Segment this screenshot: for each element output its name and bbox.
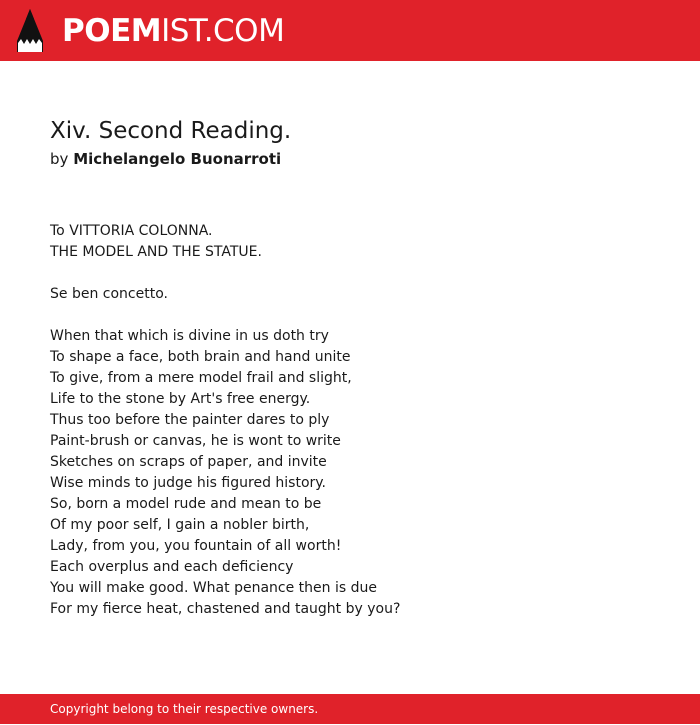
poem-line: Se ben concetto. <box>50 286 168 302</box>
poem-line: To VITTORIA COLONNA. <box>50 223 213 239</box>
poem-line: When that which is divine in us doth try <box>50 328 329 344</box>
poem-line: To shape a face, both brain and hand unite <box>50 349 351 365</box>
byline-prefix: by <box>50 150 69 168</box>
byline <box>50 148 670 170</box>
pencil-logo-icon[interactable] <box>17 9 43 52</box>
poem-line: For my fierce heat, chastened and taught by you? <box>50 601 401 617</box>
poem-line: So, born a model rude and mean to be <box>50 496 322 512</box>
site-header <box>0 0 700 61</box>
poem-line: Sketches on scraps of paper, and invite <box>50 454 327 470</box>
logo-text-light: IST.COM <box>161 13 285 49</box>
poem-line: Paint-brush or canvas, he is wont to write <box>50 433 341 449</box>
copyright-text: Copyright belong to their respective owners. <box>50 702 319 716</box>
poem-line: Wise minds to judge his figured history. <box>50 475 327 491</box>
author-name: Michelangelo Buonarroti <box>73 150 282 168</box>
poem-line: Of my poor self, I gain a nobler birth, <box>50 517 310 533</box>
poem-line: Thus too before the painter dares to ply <box>50 412 330 428</box>
site-footer <box>0 694 700 724</box>
poem-title: Xiv. Second Reading. <box>50 118 292 144</box>
poem-line: Lady, from you, you fountain of all worth! <box>50 538 342 554</box>
poem-line: To give, from a mere model frail and slight, <box>50 370 352 386</box>
poem-line: Each overplus and each deficiency <box>50 559 294 575</box>
poem-line: You will make good. What penance then is due <box>50 580 377 596</box>
poem-body <box>50 221 670 620</box>
site-logo[interactable] <box>62 11 284 51</box>
poem-content <box>50 114 670 620</box>
poem-line: THE MODEL AND THE STATUE. <box>50 244 262 260</box>
stanza-break <box>50 263 670 284</box>
logo-text-bold: POEM <box>62 13 162 49</box>
stanza-break <box>50 305 670 326</box>
poem-line: Life to the stone by Art's free energy. <box>50 391 311 407</box>
